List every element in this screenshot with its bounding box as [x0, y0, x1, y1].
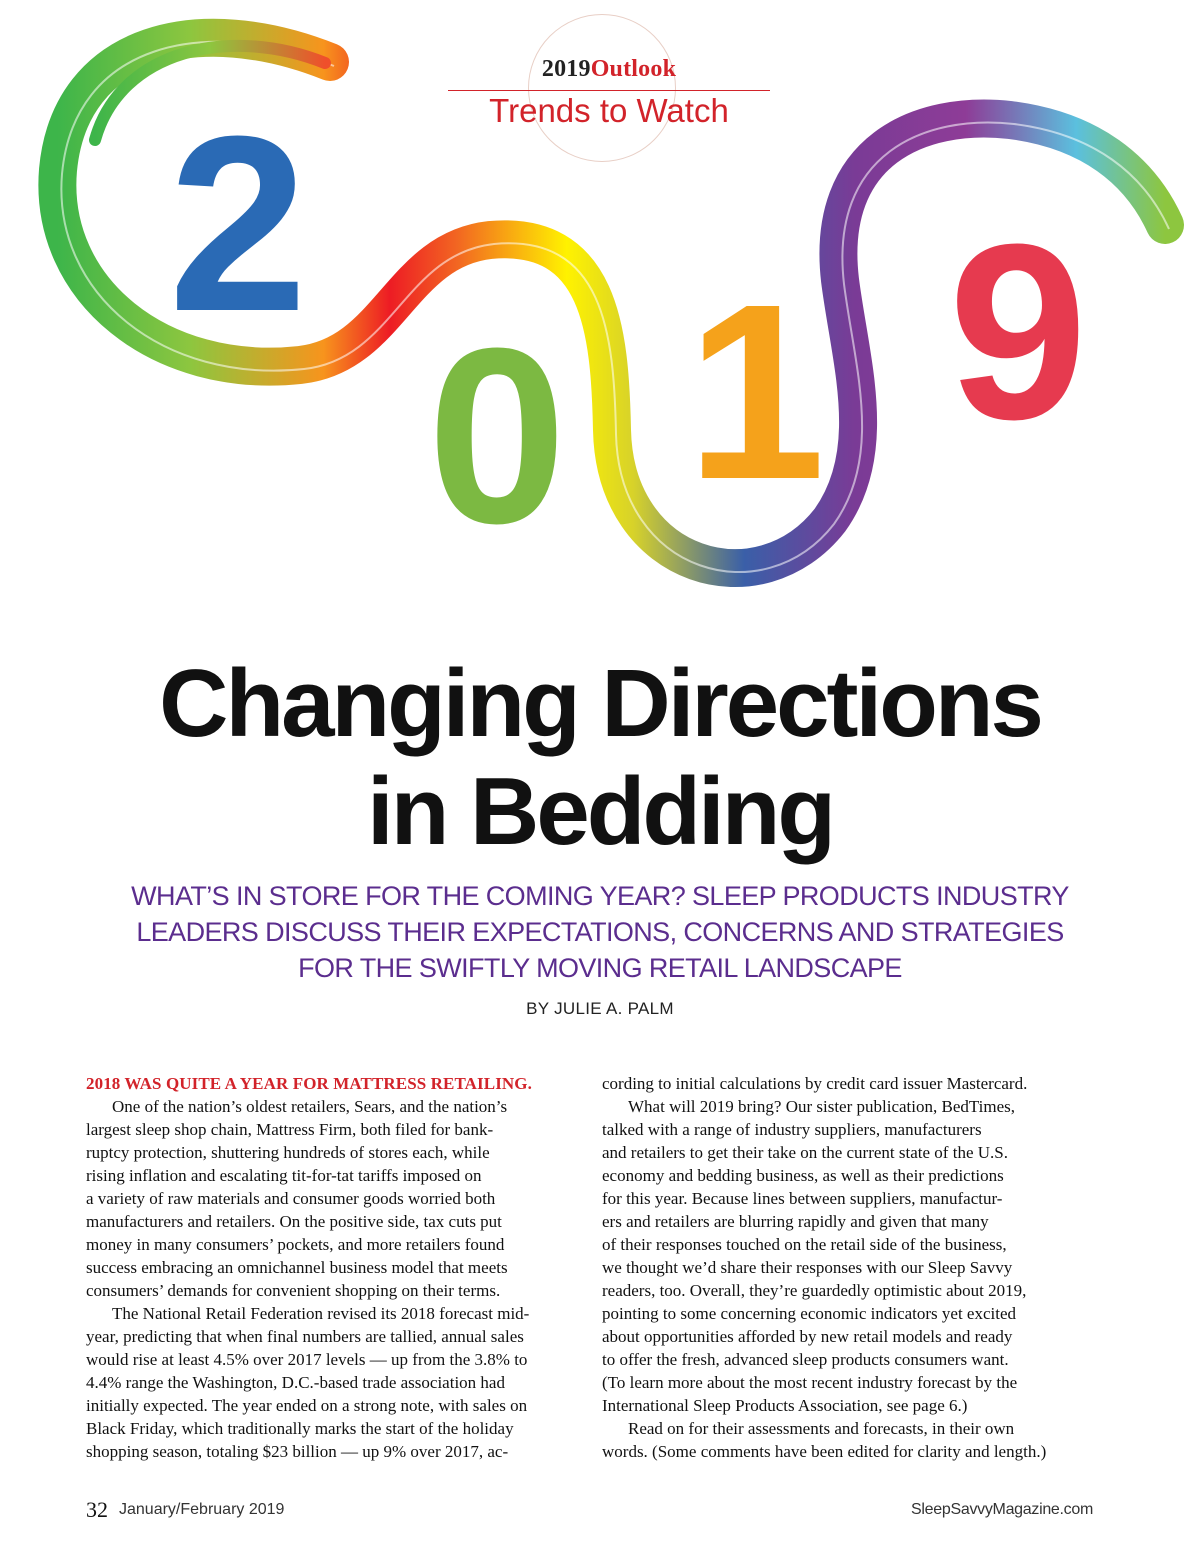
body-line: for this year. Because lines between suppliers, manufactur- — [602, 1189, 1003, 1208]
digit-one: 1 — [686, 252, 826, 531]
body-line: cording to initial calculations by credit card issuer Mastercard. — [602, 1074, 1028, 1093]
digit-zero: 0 — [427, 296, 567, 575]
body-line: shopping season, totaling $23 billion — up 9% over 2017, ac- — [86, 1442, 509, 1461]
body-line: What will 2019 bring? Our sister publication, BedTimes, — [628, 1097, 1016, 1116]
body-line: rising inflation and escalating tit-for-tat tariffs imposed on — [86, 1166, 482, 1185]
body-line: money in many consumers’ pockets, and more retailers found — [86, 1235, 505, 1254]
body-line: consumers’ demands for convenient shopping on their terms. — [86, 1281, 501, 1300]
body-column-1 — [86, 1072, 576, 1463]
headline-line: in Bedding — [367, 758, 833, 865]
body-line: ruptcy protection, shuttering hundreds of stores each, while — [86, 1143, 490, 1162]
body-line: manufacturers and retailers. On the positive side, tax cuts put — [86, 1212, 502, 1231]
body-line: about opportunities afforded by new retail models and ready — [602, 1327, 1013, 1346]
lead-in: 2018 WAS QUITE A YEAR FOR MATTRESS RETAILING. — [86, 1074, 532, 1093]
body-line: talked with a range of industry suppliers, manufacturers — [602, 1120, 982, 1139]
body-line: economy and bedding business, as well as their predictions — [602, 1166, 1004, 1185]
body-line: year, predicting that when final numbers are tallied, annual sales — [86, 1327, 524, 1346]
body-line: readers, too. Overall, they’re guardedly optimistic about 2019, — [602, 1281, 1027, 1300]
body-line: and retailers to get their take on the current state of the U.S. — [602, 1143, 1008, 1162]
body-line: ers and retailers are blurring rapidly and given that many — [602, 1212, 989, 1231]
deck-line: FOR THE SWIFTLY MOVING RETAIL LANDSCAPE — [298, 953, 902, 983]
deck-line: WHAT’S IN STORE FOR THE COMING YEAR? SLEEP PRODUCTS INDUSTRY — [131, 881, 1069, 911]
section-rule — [448, 90, 770, 91]
body-column-2 — [602, 1072, 1092, 1463]
body-line: would rise at least 4.5% over 2017 levels — up from the 3.8% to — [86, 1350, 528, 1369]
section-label — [448, 56, 770, 83]
byline: BY JULIE A. PALM — [526, 999, 674, 1018]
page-number: 32 — [86, 1497, 108, 1522]
digit-nine: 9 — [948, 192, 1088, 471]
body-line: largest sleep shop chain, Mattress Firm, both filed for bank- — [86, 1120, 494, 1139]
section-subtitle: Trends to Watch — [489, 92, 729, 129]
body-line: success embracing an omnichannel business model that meets — [86, 1258, 508, 1277]
headline-line: Changing Directions — [159, 650, 1041, 757]
deck-line: LEADERS DISCUSS THEIR EXPECTATIONS, CONCERNS AND STRATEGIES — [136, 917, 1064, 947]
section-year: 2019 — [541, 56, 591, 82]
issue-date: January/February 2019 — [119, 1501, 285, 1518]
body-line: 4.4% range the Washington, D.C.-based trade association had — [86, 1373, 505, 1392]
body-line: The National Retail Federation revised its 2018 forecast mid- — [112, 1304, 530, 1323]
body-line: words. (Some comments have been edited for clarity and length.) — [602, 1442, 1047, 1461]
outlook-circle — [528, 14, 676, 162]
section-name: Outlook — [590, 56, 677, 82]
body-line: initially expected. The year ended on a strong note, with sales on — [86, 1396, 528, 1415]
website-link[interactable]: SleepSavvyMagazine.com — [911, 1501, 1093, 1518]
deck-subhead — [60, 878, 1140, 986]
body-line: pointing to some concerning economic indicators yet excited — [602, 1304, 1017, 1323]
body-line: Black Friday, which traditionally marks the start of the holiday — [86, 1419, 514, 1438]
body-line: of their responses touched on the retail side of the business, — [602, 1235, 1007, 1254]
body-line: we thought we’d share their responses with our Sleep Savvy — [602, 1258, 1013, 1277]
body-line: a variety of raw materials and consumer goods worried both — [86, 1189, 496, 1208]
body-line: One of the nation’s oldest retailers, Sears, and the nation’s — [112, 1097, 508, 1116]
body-line: Read on for their assessments and forecasts, in their own — [628, 1419, 1015, 1438]
headline — [40, 650, 1160, 866]
body-line: (To learn more about the most recent industry forecast by the — [602, 1373, 1018, 1392]
body-line: to offer the fresh, advanced sleep products consumers want. — [602, 1350, 1009, 1369]
digit-two: 2 — [168, 84, 308, 363]
body-line: International Sleep Products Association, see page 6.) — [602, 1396, 968, 1415]
